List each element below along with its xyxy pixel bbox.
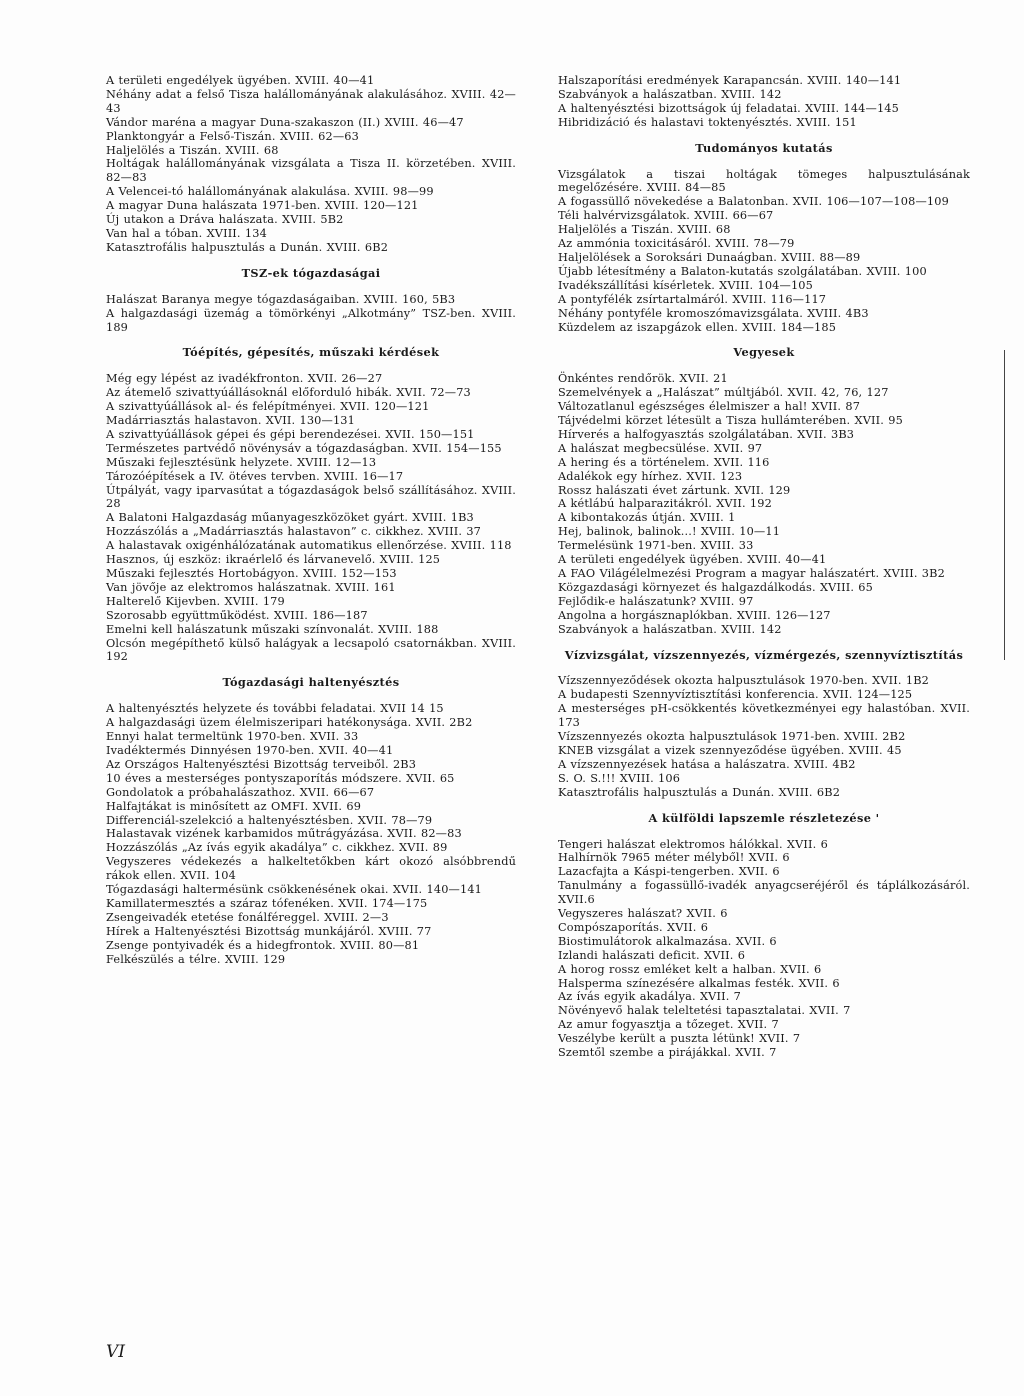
index-entry: Szorosabb együttműködést. XVIII. 186—187 xyxy=(106,608,368,622)
index-entry: Néhány adat a felső Tisza halállományának alakulásához. XVIII. 42—43 xyxy=(106,87,516,115)
index-entry: Van hal a tóban. XVIII. 134 xyxy=(106,226,267,240)
index-entry: A fogassüllő növekedése a Balatonban. XVII. 106—107—108—109 xyxy=(558,195,949,209)
index-entry: Természetes partvédő növénysáv a tógazdaságban. XVII. 154—155 xyxy=(106,441,502,455)
index-entry: Az átemelő szivattyúállásoknál előforduló hibák. XVII. 72—73 xyxy=(106,386,471,400)
index-entry: Halhírnök 7965 méter mélyből! XVII. 6 xyxy=(558,851,790,865)
index-entry: 10 éves a mesterséges pontyszaporítás módszere. XVII. 65 xyxy=(106,771,455,785)
index-entry: Holtágak halállományának vizsgálata a Tisza II. körzetében. XVIII. 82—83 xyxy=(106,157,516,185)
index-entry: Vizsgálatok a tiszai holtágak tömeges halpusztulásának megelőzésére. XVIII. 84—85 xyxy=(558,167,970,195)
right-heading-4: A külföldi lapszemle részletezése ' xyxy=(648,810,880,825)
right-heading-1: Tudományos kutatás xyxy=(695,140,833,155)
index-entry: A FAO Világélelmezési Program a magyar halászatért. XVIII. 3B2 xyxy=(558,567,945,580)
index-entry: Tanulmány a fogassüllő-ivadék anyagcseréjéről és táplálkozásáról. XVII.6 xyxy=(558,879,970,907)
index-entry: Az amur fogyasztja a tőzeget. XVII. 7 xyxy=(558,1018,779,1032)
index-entry: Planktongyár a Felső-Tiszán. XVIII. 62—63 xyxy=(106,129,359,143)
index-entry: Differenciál-szelekció a haltenyésztésben. XVII. 78—79 xyxy=(106,813,433,827)
index-entry: A horog rossz emléket kelt a halban. XVII. 6 xyxy=(558,962,822,976)
index-entry: Rossz halászati évet zártunk. XVII. 129 xyxy=(558,483,791,497)
right-heading-2: Vegyesek xyxy=(733,345,795,360)
index-entry: Halászat Baranya megye tógazdaságaiban. XVIII. 160, 5B3 xyxy=(106,292,456,306)
index-entry: Hírverés a halfogyasztás szolgálatában. XVII. 3B3 xyxy=(558,427,855,441)
index-entry: Kamillatermesztés a száraz tófenéken. XVII. 174—175 xyxy=(106,896,428,910)
index-entry: Hozzászólás a „Madárriasztás halastavon” c. cikkhez. XVIII. 37 xyxy=(106,525,482,539)
index-entry: A mesterséges pH-csökkentés következményei egy halastóban. XVII. 173 xyxy=(558,702,970,730)
index-entry: A halászat megbecsülése. XVII. 97 xyxy=(558,441,763,455)
index-entry: A halgazdasági üzemág a tömörkényi „Alkotmány” TSZ-ben. XVIII. 189 xyxy=(106,306,516,334)
right-section-1 xyxy=(558,168,970,335)
left-column xyxy=(106,74,516,966)
index-entry: Termelésünk 1971-ben. XVIII. 33 xyxy=(558,539,754,553)
index-entry: Tározóépítések a IV. ötéves tervben. XVIII. 16—17 xyxy=(106,469,404,483)
index-entry: A haltenyésztési bizottságok új feladatai. XVIII. 144—145 xyxy=(558,101,899,115)
index-entry: KNEB vizsgálat a vizek szennyeződése ügyében. XVIII. 45 xyxy=(558,743,902,757)
index-entry: Angolna a horgásznaplókban. XVIII. 126—127 xyxy=(558,608,831,622)
index-entry: Változatlanul egészséges élelmiszer a hal! XVII. 87 xyxy=(558,400,861,414)
index-entry: Műszaki fejlesztés Hortobágyon. XVIII. 152—153 xyxy=(106,567,397,580)
index-entry: Felkészülés a télre. XVIII. 129 xyxy=(106,952,286,966)
index-entry: Halfajtákat is minősített az OMFI. XVII. 69 xyxy=(106,799,362,813)
margin-rule xyxy=(1004,350,1005,660)
index-entry: Az ammónia toxicitásáról. XVIII. 78—79 xyxy=(558,237,795,251)
index-entry: A szivattyúállások gépei és gépi berendezései. XVII. 150—151 xyxy=(106,427,475,441)
index-entry: Izlandi halászati deficit. XVII. 6 xyxy=(558,948,746,962)
index-entry: Lazacfajta a Káspi-tengerben. XVII. 6 xyxy=(558,865,780,879)
index-entry: Önkéntes rendőrök. XVII. 21 xyxy=(558,372,728,386)
right-column xyxy=(558,74,970,1060)
right-heading-3: Vízvizsgálat, vízszennyezés, vízmérgezés, szennyvíztisztítás xyxy=(564,647,964,662)
index-entry: Szemelvények a „Halászat” múltjából. XVII. 42, 76, 127 xyxy=(558,386,889,400)
index-entry: Halterelő Kijevben. XVIII. 179 xyxy=(106,594,285,608)
index-entry: Haljelölés a Tiszán. XVIII. 68 xyxy=(558,223,731,237)
index-entry: Vízszennyeződések okozta halpusztulások 1970-ben. XVII. 1B2 xyxy=(558,674,929,688)
index-entry: A területi engedélyek ügyében. XVIII. 40—41 xyxy=(558,553,827,567)
index-entry: A hering és a történelem. XVII. 116 xyxy=(558,455,770,469)
right-section-0 xyxy=(558,74,970,130)
index-entry: Útpályát, vagy iparvasútat a tógazdaságok belső szállításához. XVIII. 28 xyxy=(106,483,516,511)
left-section-3 xyxy=(106,702,516,966)
index-entry: Ivadéktermés Dinnyésen 1970-ben. XVII. 40—41 xyxy=(106,743,394,757)
right-section-4 xyxy=(558,838,970,1061)
index-entry: Még egy lépést az ivadékfronton. XVII. 26—27 xyxy=(106,372,383,386)
index-entry: Hasznos, új eszköz: ikraérlelő és lárvanevelő. XVIII. 125 xyxy=(106,553,441,567)
index-entry: Halastavak vizének karbamidos műtrágyázása. XVII. 82—83 xyxy=(106,827,462,841)
index-entry: Új utakon a Dráva halászata. XVIII. 5B2 xyxy=(106,213,344,227)
index-entry: Katasztrofális halpusztulás a Dunán. XVIII. 6B2 xyxy=(558,785,841,799)
index-entry: A magyar Duna halászata 1971-ben. XVIII. 120—121 xyxy=(106,199,419,213)
index-entry: Compószaporítás. XVII. 6 xyxy=(558,920,709,934)
left-section-2 xyxy=(106,372,516,664)
index-entry: Halszaporítási eredmények Karapancsán. XVIII. 140—141 xyxy=(558,74,902,87)
left-heading-1: TSZ-ek tógazdaságai xyxy=(241,265,381,280)
index-entry: Zsenge pontyivadék és a hidegfrontok. XVIII. 80—81 xyxy=(106,938,420,952)
index-entry: Ivadékszállítási kísérletek. XVIII. 104—105 xyxy=(558,278,813,292)
index-entry: Téli halvérvizsgálatok. XVIII. 66—67 xyxy=(558,209,774,223)
index-entry: A Velencei-tó halállományának alakulása. XVIII. 98—99 xyxy=(106,185,434,199)
index-entry: Vegyszeres védekezés a halkeltetőkben kárt okozó alsóbbrendű rákok ellen. XVII. 104 xyxy=(106,855,516,883)
index-entry: Gondolatok a próbahalászathoz. XVII. 66—67 xyxy=(106,785,375,799)
index-entry: A területi engedélyek ügyében. XVIII. 40—41 xyxy=(106,74,375,87)
index-entry: Szemtől szembe a pirájákkal. XVII. 7 xyxy=(558,1046,777,1060)
index-entry: A Balatoni Halgazdaság műanyageszközöket gyárt. XVIII. 1B3 xyxy=(106,511,474,525)
index-entry: Van jövője az elektromos halászatnak. XVIII. 161 xyxy=(106,580,396,594)
index-entry: Veszélybe került a puszta létünk! XVII. 7 xyxy=(558,1032,801,1046)
right-section-2 xyxy=(558,372,970,636)
index-entry: Katasztrofális halpusztulás a Dunán. XVIII. 6B2 xyxy=(106,240,389,254)
index-entry: Tájvédelmi körzet létesült a Tisza hullámterében. XVII. 95 xyxy=(558,414,903,428)
index-entry: Haljelölések a Soroksári Dunaágban. XVIII. 88—89 xyxy=(558,250,861,264)
index-entry: Közgazdasági környezet és halgazdálkodás. XVIII. 65 xyxy=(558,580,873,594)
left-section-1 xyxy=(106,293,516,335)
index-entry: Ennyi halat termeltünk 1970-ben. XVII. 33 xyxy=(106,730,359,744)
index-entry: Vízszennyezés okozta halpusztulások 1971-ben. XVIII. 2B2 xyxy=(558,730,906,744)
index-entry: Tengeri halászat elektromos hálókkal. XVII. 6 xyxy=(558,837,828,851)
index-entry: Műszaki fejlesztésünk helyzete. XVIII. 12—13 xyxy=(106,455,377,469)
index-entry: Fejlődik-e halászatunk? XVIII. 97 xyxy=(558,594,754,608)
index-entry: Tógazdasági haltermésünk csökkenésének okai. XVII. 140—141 xyxy=(106,883,482,897)
index-entry: Vándor maréna a magyar Duna-szakaszon (II.) XVIII. 46—47 xyxy=(106,115,464,129)
index-entry: Küzdelem az iszapgázok ellen. XVIII. 184—185 xyxy=(558,320,837,334)
index-entry: Az Országos Haltenyésztési Bizottság terveiből. 2B3 xyxy=(106,757,417,771)
index-entry: Szabványok a halászatban. XVIII. 142 xyxy=(558,87,782,101)
index-entry: Néhány pontyféle kromoszómavizsgálata. XVIII. 4B3 xyxy=(558,306,869,320)
index-entry: A szivattyúállások al- és felépítményei. XVII. 120—121 xyxy=(106,400,430,414)
index-entry: Hozzászólás „Az ívás egyik akadálya” c. cikkhez. XVII. 89 xyxy=(106,841,448,855)
index-entry: A budapesti Szennyvíztisztítási konferencia. XVII. 124—125 xyxy=(558,688,913,702)
left-heading-2: Tóépítés, gépesítés, műszaki kérdések xyxy=(182,345,440,360)
index-entry: Növényevő halak teleltetési tapasztalatai. XVII. 7 xyxy=(558,1004,851,1018)
right-section-3 xyxy=(558,674,970,799)
index-entry: A halastavak oxigénhálózatának automatikus ellenőrzése. XVIII. 118 xyxy=(106,539,512,553)
index-entry: Madárriasztás halastavon. XVII. 130—131 xyxy=(106,414,355,428)
index-entry: Adalékok egy hírhez. XVII. 123 xyxy=(558,469,743,483)
left-heading-3: Tógazdasági haltenyésztés xyxy=(222,675,400,690)
index-entry: S. O. S.!!! XVIII. 106 xyxy=(558,771,681,785)
index-entry: Hej, balinok, balinok...! XVIII. 10—11 xyxy=(558,525,781,539)
index-entry: A halgazdasági üzem élelmiszeripari hatékonysága. XVII. 2B2 xyxy=(106,716,473,730)
index-entry: Hibridizáció és halastavi toktenyésztés. XVIII. 151 xyxy=(558,115,857,129)
index-entry: A kibontakozás útján. XVIII. 1 xyxy=(558,511,736,525)
index-entry: Zsengeivadék etetése fonálféreggel. XVIII. 2—3 xyxy=(106,910,389,924)
index-entry: Emelni kell halászatunk műszaki színvonalát. XVIII. 188 xyxy=(106,622,439,636)
index-entry: Halsperma színezésére alkalmas festék. XVII. 6 xyxy=(558,976,840,990)
page-number: VI xyxy=(106,1342,125,1362)
index-entry: A vízszennyezések hatása a halászatra. XVIII. 4B2 xyxy=(558,757,856,771)
index-entry: Szabványok a halászatban. XVIII. 142 xyxy=(558,622,782,636)
index-entry: Vegyszeres halászat? XVII. 6 xyxy=(558,907,728,921)
index-entry: A pontyfélék zsírtartalmáról. XVIII. 116—117 xyxy=(558,292,827,306)
index-entry: Újabb létesítmény a Balaton-kutatás szolgálatában. XVIII. 100 xyxy=(558,264,927,278)
index-entry: A haltenyésztés helyzete és további feladatai. XVII 14 15 xyxy=(106,702,444,716)
index-entry: Biostimulátorok alkalmazása. XVII. 6 xyxy=(558,934,777,948)
left-section-0 xyxy=(106,74,516,255)
index-entry: A kétlábú halparazitákról. XVII. 192 xyxy=(558,497,772,511)
index-entry: Olcsón megépíthető külső halágyak a lecsapoló csatornákban. XVIII. 192 xyxy=(106,636,516,664)
index-entry: Az ívás egyik akadálya. XVII. 7 xyxy=(558,990,742,1004)
index-entry: Hírek a Haltenyésztési Bizottság munkájáról. XVIII. 77 xyxy=(106,924,432,938)
index-entry: Haljelölés a Tiszán. XVIII. 68 xyxy=(106,143,279,157)
